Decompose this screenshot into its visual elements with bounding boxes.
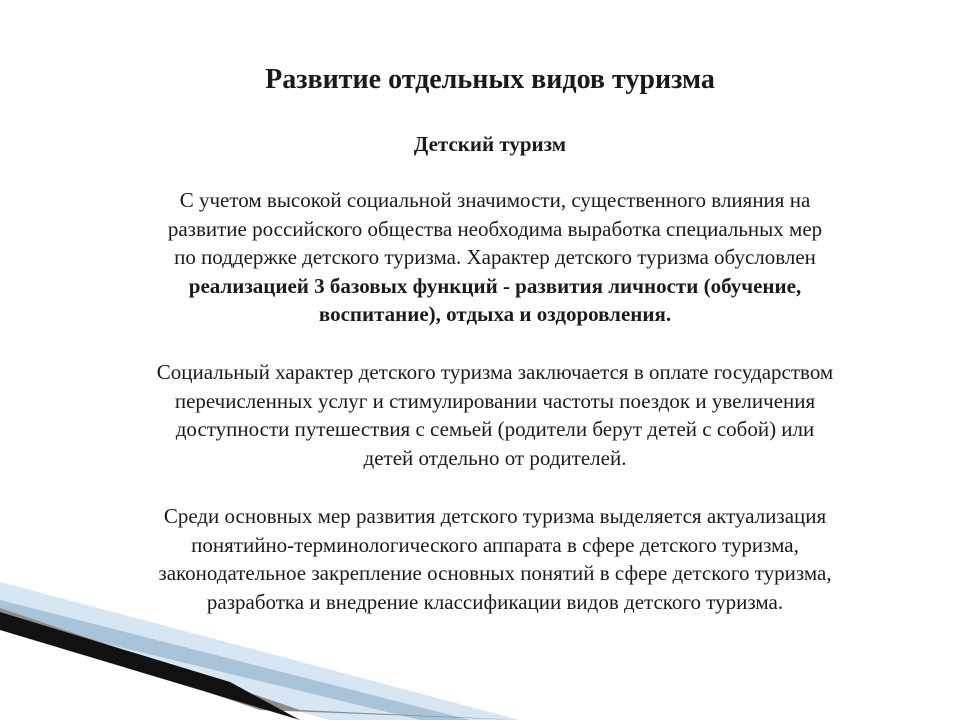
bold-text: воспитание), отдыха и оздоровления. xyxy=(318,302,672,326)
paragraph-line: перечисленных услуг и стимулировании частоты поездок и увеличения xyxy=(174,388,816,413)
paragraph-line: по поддержке детского туризма. Характер детского туризма обусловлен xyxy=(174,245,816,269)
paragraph-line: развитие российского общества необходима выработка специальных мер xyxy=(167,216,823,241)
paragraph-line-bold xyxy=(90,300,900,329)
paragraph-line: детей отдельно от родителей. xyxy=(363,445,627,470)
paragraph-line: Среди основных мер развития детского туризма выделяется актуализация xyxy=(163,504,827,528)
bold-text: реализацией 3 базовых функций - развития личности (обучение, xyxy=(188,273,802,298)
paragraph-3 xyxy=(90,502,900,616)
slide-title: Развитие отдельных видов туризма xyxy=(265,64,715,95)
paragraph-line: разработка и внедрение классификации видов детского туризма. xyxy=(206,589,784,614)
paragraph-line: С учетом высокой социальной значимости, существенного влияния на xyxy=(179,188,811,212)
paragraph-line: доступности путешествия с семьей (родители берут детей с собой) или xyxy=(175,417,815,441)
paragraph-line: понятийно-терминологического аппарата в сфере детского туризма, xyxy=(191,532,799,557)
slide-subtitle: Детский туризм xyxy=(413,132,567,156)
paragraph-2 xyxy=(90,358,900,472)
paragraph-line-bold xyxy=(90,272,900,301)
paragraph-line: Социальный характер детского туризма заключается в оплате государством xyxy=(156,360,834,384)
corner-streak-blue xyxy=(0,600,470,720)
paragraph-1 xyxy=(90,186,900,329)
paragraph-line: законодательное закрепление основных понятий в сфере детского туризма, xyxy=(158,561,832,585)
